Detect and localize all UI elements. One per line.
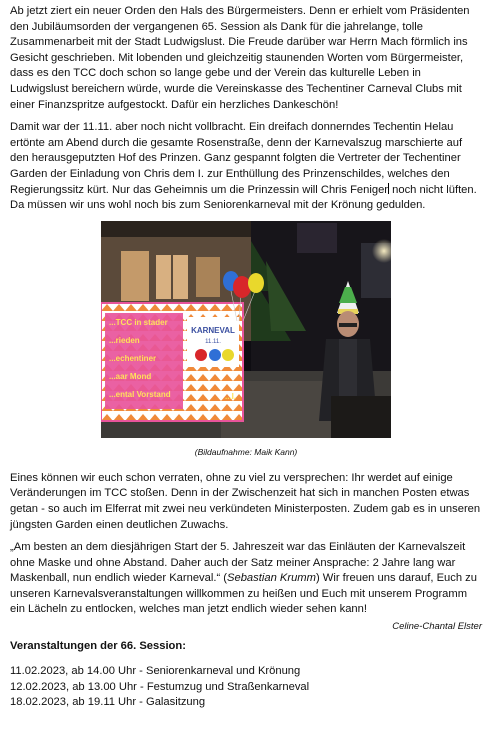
banner-line-2: ...rieden (109, 335, 140, 345)
balloon-red (233, 276, 251, 298)
banner-line-1: ...TCC in stader (109, 317, 168, 327)
banner-line-3: ...echentiner (109, 353, 157, 363)
banner-side-text: ...I. (225, 391, 237, 401)
article-page (10, 4, 482, 711)
quote-author: Sebastian Krumm (227, 572, 316, 585)
event-item: 12.02.2023, ab 13.00 Uhr - Festumzug und Straßenkarneval (10, 680, 310, 693)
paragraph-prinzenschild-text-b: noch nicht lüften. Da müssen wir uns wohl noch bis zum Seniorenkarneval mit der Krönung gedulden. (10, 183, 477, 212)
banner-sign-title: KARNEVAL (191, 325, 235, 335)
event-photo (101, 221, 391, 438)
quote-text: „Am besten an dem diesjährigen Start der 5. Jahreszeit war das Einläuten der Karnevalszeit ohne Maske und ohne Abstand. Daher auch der Satz meiner Ansprache: 2 Jahre lang war Maskenball, nun endlich wieder Karneval.“ ( (10, 541, 466, 585)
banner-line-4: ...aar Mond (109, 371, 152, 381)
paragraph-prinzenschild-text-a: Damit war der 11.11. aber noch nicht vollbracht. Ein dreifach donnerndes Techentin Helau ertönte am Abend durch die gesamte Rosenstraße, denn der Karnevalszug marschierte auf den herausgeputzten Hof des Prinzen. Ganz gespannt folgten die Vertreter der Techentiner Garden der Einladung von Chris dem I. zur Enthüllung des Prinzenschildes, welches den Regierungssitz kürt. Nur das Geheimnis um die Prinzessin will Chris Feniger (10, 121, 463, 196)
balloon-yellow (248, 273, 264, 293)
banner-sign-sub: 11.11. (205, 338, 221, 345)
author-signature: Celine-Chantal Elster (392, 621, 482, 633)
paragraph-veraenderungen: Eines können wir euch schon verraten, ohne zu viel zu versprechen: Ihr werdet auf einige Veränderungen im TCC stoßen. Denn in der Zwischenzeit hat sich in manchen Posten etwas getan - so auch im Elferrat mit zwei neu verkündeten Ministerposten. Zudem gab es in unseren jüngsten Garden einen deutlichen Zuwachs. (10, 471, 481, 531)
events-list (10, 664, 482, 711)
banner-line-5: ...ental Vorstand (109, 389, 171, 399)
event-item: 18.02.2023, ab 19.11 Uhr - Galasitzung (10, 696, 206, 709)
paragraph-zitat (10, 540, 482, 618)
paragraph-prinzenschild (10, 120, 482, 214)
prinzenschild-banner (101, 303, 243, 421)
paragraph-orden: Ab jetzt ziert ein neuer Orden den Hals des Bürgermeisters. Denn er erhielt vom Präsidenten den Jubiläumsorden der vergangenen 65. Session als Dank für die jahrelange, tolle Zusammenarbeit mit der Stadt Ludwigslust. Die Freude darüber war Herrn Mach förmlich ins Gesicht geschrieben. Mit lobenden und gleichzeitig staunenden Worten vom Bürgermeister, dass es den TCC doch schon so lange gebe und der Verein das kulturelle Leben in Ludwigslust bereichern würde, wurde die Vereinskasse des Techentiner Carneval Clubs mit einer Finanzspritze aufgestockt. Dafür ein herzliches Dankeschön! (10, 5, 470, 111)
photo-caption: (Bildaufnahme: Maik Kann) (194, 446, 298, 457)
event-item: 11.02.2023, ab 14.00 Uhr - Seniorenkarneval und Krönung (10, 665, 301, 678)
quote-rest: ) Wir freuen uns darauf, Euch zu unseren Karnevalsveranstaltungen willkommen zu heißen und Euch mit unserem Programm ein Lächeln zu entlocken, welches man jetzt endlich wieder sehen kann! (10, 572, 478, 616)
events-title: Veranstaltungen der 66. Session: (10, 640, 186, 653)
